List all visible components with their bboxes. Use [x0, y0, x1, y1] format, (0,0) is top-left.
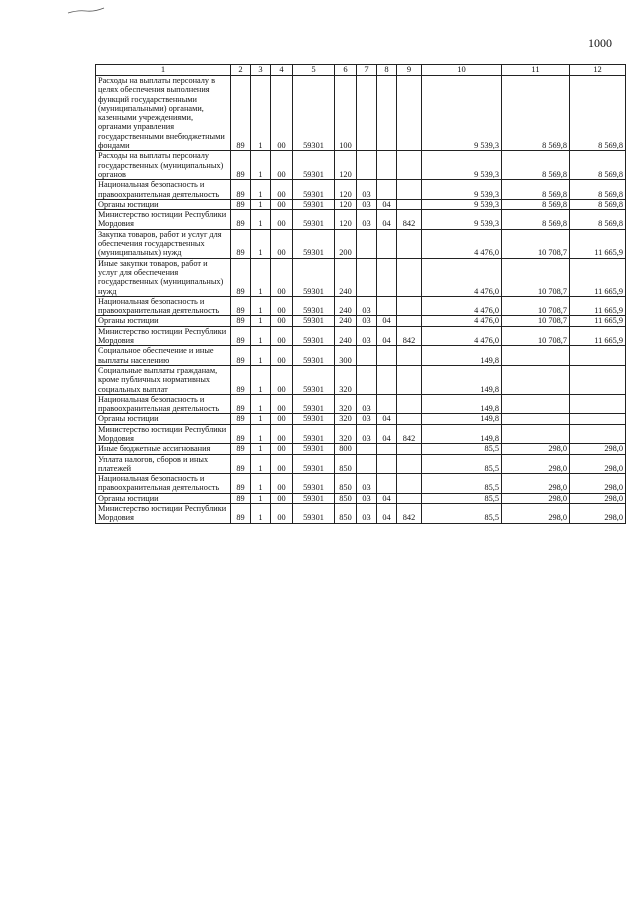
cell-code-6: 120	[335, 210, 357, 230]
cell-amount-10: 149,8	[422, 424, 502, 444]
cell-amount-10: 9 539,3	[422, 76, 502, 151]
cell-amount-12: 298,0	[570, 474, 626, 494]
cell-code-5: 59301	[293, 493, 335, 503]
cell-amount-12	[570, 394, 626, 414]
cell-amount-12	[570, 346, 626, 366]
cell-code-3: 1	[251, 151, 271, 180]
cell-amount-10: 4 476,0	[422, 296, 502, 316]
cell-code-5: 59301	[293, 326, 335, 346]
cell-code-7: 03	[357, 316, 377, 326]
column-header-7: 7	[357, 65, 377, 76]
row-name: Органы юстиции	[96, 493, 231, 503]
cell-code-7: 03	[357, 296, 377, 316]
cell-code-4: 00	[271, 414, 293, 424]
row-name: Органы юстиции	[96, 316, 231, 326]
table-row	[96, 199, 626, 209]
table-row	[96, 424, 626, 444]
cell-code-6: 850	[335, 474, 357, 494]
cell-code-9	[397, 296, 422, 316]
cell-code-3: 1	[251, 414, 271, 424]
cell-amount-10: 85,5	[422, 493, 502, 503]
cell-amount-11: 298,0	[502, 444, 570, 454]
cell-code-9: 842	[397, 326, 422, 346]
header-row	[96, 65, 626, 76]
cell-code-5: 59301	[293, 504, 335, 524]
cell-amount-11: 298,0	[502, 493, 570, 503]
cell-amount-11: 8 569,8	[502, 180, 570, 200]
cell-code-9	[397, 199, 422, 209]
cell-code-6: 240	[335, 296, 357, 316]
cell-code-2: 89	[231, 296, 251, 316]
cell-code-7	[357, 346, 377, 366]
cell-code-5: 59301	[293, 444, 335, 454]
table-row	[96, 76, 626, 151]
cell-amount-10: 149,8	[422, 346, 502, 366]
cell-code-7: 03	[357, 504, 377, 524]
cell-amount-12: 11 665,9	[570, 229, 626, 258]
row-name: Национальная безопасность и правоохранительная деятельность	[96, 394, 231, 414]
cell-code-4: 00	[271, 180, 293, 200]
cell-code-8	[377, 474, 397, 494]
cell-code-9: 842	[397, 210, 422, 230]
cell-amount-12: 11 665,9	[570, 296, 626, 316]
cell-amount-11	[502, 394, 570, 414]
cell-code-4: 00	[271, 229, 293, 258]
cell-code-8	[377, 346, 397, 366]
cell-code-6: 850	[335, 493, 357, 503]
cell-code-4: 00	[271, 394, 293, 414]
cell-amount-10: 9 539,3	[422, 180, 502, 200]
cell-amount-12: 8 569,8	[570, 199, 626, 209]
cell-code-2: 89	[231, 474, 251, 494]
cell-code-4: 00	[271, 454, 293, 474]
cell-code-9	[397, 229, 422, 258]
cell-code-4: 00	[271, 296, 293, 316]
table-row	[96, 474, 626, 494]
cell-amount-12	[570, 424, 626, 444]
cell-code-3: 1	[251, 229, 271, 258]
column-header-4: 4	[271, 65, 293, 76]
row-name: Министерство юстиции Республики Мордовия	[96, 504, 231, 524]
cell-code-2: 89	[231, 199, 251, 209]
cell-code-7	[357, 365, 377, 394]
cell-amount-10: 149,8	[422, 414, 502, 424]
column-header-3: 3	[251, 65, 271, 76]
cell-code-8	[377, 258, 397, 296]
cell-amount-10: 9 539,3	[422, 199, 502, 209]
cell-amount-12	[570, 414, 626, 424]
cell-code-5: 59301	[293, 346, 335, 366]
cell-code-6: 240	[335, 316, 357, 326]
cell-code-4: 00	[271, 316, 293, 326]
cell-amount-11	[502, 414, 570, 424]
row-name: Закупка товаров, работ и услуг для обеспечения государственных (муниципальных) нужд	[96, 229, 231, 258]
cell-code-5: 59301	[293, 296, 335, 316]
cell-code-9	[397, 454, 422, 474]
cell-code-2: 89	[231, 229, 251, 258]
cell-code-8	[377, 454, 397, 474]
table-row	[96, 493, 626, 503]
cell-code-9	[397, 180, 422, 200]
cell-amount-10: 4 476,0	[422, 229, 502, 258]
cell-amount-12: 8 569,8	[570, 180, 626, 200]
pen-mark	[66, 6, 106, 16]
cell-amount-10: 4 476,0	[422, 326, 502, 346]
cell-code-9	[397, 346, 422, 366]
cell-code-9	[397, 316, 422, 326]
cell-amount-11: 8 569,8	[502, 210, 570, 230]
cell-amount-11: 298,0	[502, 454, 570, 474]
row-name: Министерство юстиции Республики Мордовия	[96, 326, 231, 346]
table-row	[96, 180, 626, 200]
cell-code-7: 03	[357, 199, 377, 209]
cell-amount-10: 85,5	[422, 474, 502, 494]
row-name: Иные закупки товаров, работ и услуг для обеспечения государственных (муниципальных) нужд	[96, 258, 231, 296]
column-header-12: 12	[570, 65, 626, 76]
cell-code-2: 89	[231, 258, 251, 296]
cell-amount-12	[570, 365, 626, 394]
table-row	[96, 296, 626, 316]
cell-code-2: 89	[231, 316, 251, 326]
cell-code-5: 59301	[293, 229, 335, 258]
cell-code-5: 59301	[293, 180, 335, 200]
row-name: Министерство юстиции Республики Мордовия	[96, 210, 231, 230]
cell-amount-10: 9 539,3	[422, 210, 502, 230]
cell-code-6: 320	[335, 424, 357, 444]
cell-code-2: 89	[231, 180, 251, 200]
cell-code-8	[377, 365, 397, 394]
cell-amount-11: 10 708,7	[502, 316, 570, 326]
cell-code-6: 320	[335, 414, 357, 424]
cell-amount-12: 11 665,9	[570, 326, 626, 346]
cell-code-3: 1	[251, 493, 271, 503]
cell-code-3: 1	[251, 346, 271, 366]
cell-amount-12: 298,0	[570, 493, 626, 503]
table-row	[96, 346, 626, 366]
cell-code-7: 03	[357, 180, 377, 200]
cell-code-4: 00	[271, 346, 293, 366]
cell-amount-10: 4 476,0	[422, 316, 502, 326]
cell-code-3: 1	[251, 199, 271, 209]
cell-code-2: 89	[231, 424, 251, 444]
cell-code-6: 120	[335, 180, 357, 200]
cell-code-8	[377, 180, 397, 200]
cell-code-9	[397, 151, 422, 180]
cell-code-5: 59301	[293, 414, 335, 424]
page-number: 1000	[588, 36, 612, 50]
cell-code-4: 00	[271, 424, 293, 444]
column-header-9: 9	[397, 65, 422, 76]
table-row	[96, 444, 626, 454]
cell-code-2: 89	[231, 365, 251, 394]
cell-amount-11: 8 569,8	[502, 199, 570, 209]
table-row	[96, 229, 626, 258]
cell-amount-12: 8 569,8	[570, 210, 626, 230]
cell-amount-11	[502, 346, 570, 366]
cell-code-8: 04	[377, 199, 397, 209]
cell-amount-12: 298,0	[570, 444, 626, 454]
column-header-11: 11	[502, 65, 570, 76]
cell-amount-11: 10 708,7	[502, 229, 570, 258]
column-header-1: 1	[96, 65, 231, 76]
cell-amount-11: 10 708,7	[502, 296, 570, 316]
cell-code-2: 89	[231, 210, 251, 230]
table-row	[96, 151, 626, 180]
cell-amount-10: 4 476,0	[422, 258, 502, 296]
cell-code-7: 03	[357, 414, 377, 424]
cell-amount-10: 85,5	[422, 504, 502, 524]
cell-amount-12: 8 569,8	[570, 76, 626, 151]
cell-code-7: 03	[357, 493, 377, 503]
column-header-8: 8	[377, 65, 397, 76]
cell-code-7	[357, 444, 377, 454]
cell-code-2: 89	[231, 454, 251, 474]
cell-code-5: 59301	[293, 316, 335, 326]
cell-code-5: 59301	[293, 454, 335, 474]
row-name: Национальная безопасность и правоохранительная деятельность	[96, 296, 231, 316]
cell-code-8	[377, 394, 397, 414]
cell-code-3: 1	[251, 210, 271, 230]
budget-table	[95, 64, 626, 524]
cell-code-8: 04	[377, 210, 397, 230]
cell-code-6: 320	[335, 394, 357, 414]
cell-code-9	[397, 365, 422, 394]
cell-code-3: 1	[251, 316, 271, 326]
cell-code-6: 240	[335, 326, 357, 346]
cell-code-9	[397, 76, 422, 151]
cell-code-7: 03	[357, 394, 377, 414]
cell-code-4: 00	[271, 326, 293, 346]
cell-code-5: 59301	[293, 365, 335, 394]
cell-code-6: 200	[335, 229, 357, 258]
cell-code-3: 1	[251, 365, 271, 394]
table-row	[96, 316, 626, 326]
column-header-10: 10	[422, 65, 502, 76]
cell-code-5: 59301	[293, 394, 335, 414]
cell-amount-12: 298,0	[570, 454, 626, 474]
cell-code-5: 59301	[293, 151, 335, 180]
cell-amount-11: 8 569,8	[502, 76, 570, 151]
cell-amount-11: 298,0	[502, 474, 570, 494]
cell-amount-10: 9 539,3	[422, 151, 502, 180]
cell-code-2: 89	[231, 326, 251, 346]
cell-amount-10: 149,8	[422, 365, 502, 394]
column-header-2: 2	[231, 65, 251, 76]
cell-code-3: 1	[251, 180, 271, 200]
cell-code-7: 03	[357, 326, 377, 346]
cell-code-4: 00	[271, 365, 293, 394]
cell-amount-11: 10 708,7	[502, 326, 570, 346]
cell-amount-11: 10 708,7	[502, 258, 570, 296]
cell-code-5: 59301	[293, 210, 335, 230]
cell-code-8: 04	[377, 424, 397, 444]
cell-code-7	[357, 229, 377, 258]
cell-code-3: 1	[251, 296, 271, 316]
cell-code-6: 800	[335, 444, 357, 454]
cell-code-3: 1	[251, 258, 271, 296]
cell-code-9	[397, 394, 422, 414]
cell-code-9	[397, 444, 422, 454]
cell-amount-12: 11 665,9	[570, 258, 626, 296]
row-name: Уплата налогов, сборов и иных платежей	[96, 454, 231, 474]
cell-code-2: 89	[231, 493, 251, 503]
cell-code-7: 03	[357, 474, 377, 494]
row-name: Социальные выплаты гражданам, кроме публичных нормативных социальных выплат	[96, 365, 231, 394]
cell-code-6: 240	[335, 258, 357, 296]
cell-code-9	[397, 258, 422, 296]
row-name: Иные бюджетные ассигнования	[96, 444, 231, 454]
cell-code-6: 850	[335, 504, 357, 524]
cell-code-4: 00	[271, 444, 293, 454]
row-name: Расходы на выплаты персоналу в целях обеспечения выполнения функций государственными (муниципальными) органами, казенными учреждениями, органами управления государственными внебюджетными фондами	[96, 76, 231, 151]
cell-code-3: 1	[251, 474, 271, 494]
cell-code-6: 850	[335, 454, 357, 474]
cell-code-3: 1	[251, 394, 271, 414]
row-name: Органы юстиции	[96, 414, 231, 424]
cell-code-3: 1	[251, 504, 271, 524]
cell-code-8: 04	[377, 316, 397, 326]
cell-code-4: 00	[271, 151, 293, 180]
cell-code-3: 1	[251, 454, 271, 474]
table-row	[96, 394, 626, 414]
cell-code-8: 04	[377, 493, 397, 503]
cell-code-4: 00	[271, 76, 293, 151]
cell-code-7	[357, 151, 377, 180]
table-row	[96, 414, 626, 424]
cell-code-4: 00	[271, 210, 293, 230]
table-row	[96, 365, 626, 394]
cell-code-8	[377, 229, 397, 258]
cell-code-3: 1	[251, 424, 271, 444]
column-header-5: 5	[293, 65, 335, 76]
cell-amount-12: 11 665,9	[570, 316, 626, 326]
table-row	[96, 454, 626, 474]
cell-code-2: 89	[231, 504, 251, 524]
table-body	[96, 76, 626, 524]
cell-code-6: 120	[335, 199, 357, 209]
table-row	[96, 504, 626, 524]
cell-code-8	[377, 76, 397, 151]
cell-code-8: 04	[377, 504, 397, 524]
table-row	[96, 210, 626, 230]
cell-code-6: 100	[335, 76, 357, 151]
cell-code-5: 59301	[293, 76, 335, 151]
cell-code-5: 59301	[293, 474, 335, 494]
cell-code-8	[377, 151, 397, 180]
cell-code-2: 89	[231, 414, 251, 424]
cell-code-8	[377, 444, 397, 454]
cell-amount-11	[502, 365, 570, 394]
cell-amount-10: 149,8	[422, 394, 502, 414]
cell-code-2: 89	[231, 76, 251, 151]
cell-code-8: 04	[377, 414, 397, 424]
cell-code-8: 04	[377, 326, 397, 346]
cell-code-7: 03	[357, 210, 377, 230]
cell-code-9	[397, 493, 422, 503]
cell-code-7	[357, 454, 377, 474]
row-name: Социальное обеспечение и иные выплаты населению	[96, 346, 231, 366]
row-name: Национальная безопасность и правоохранительная деятельность	[96, 474, 231, 494]
table-row	[96, 258, 626, 296]
cell-amount-12: 298,0	[570, 504, 626, 524]
cell-code-2: 89	[231, 394, 251, 414]
cell-code-3: 1	[251, 326, 271, 346]
cell-code-7	[357, 76, 377, 151]
cell-amount-11	[502, 424, 570, 444]
cell-code-5: 59301	[293, 424, 335, 444]
cell-code-6: 320	[335, 365, 357, 394]
cell-code-5: 59301	[293, 199, 335, 209]
cell-code-3: 1	[251, 76, 271, 151]
row-name: Органы юстиции	[96, 199, 231, 209]
cell-code-9: 842	[397, 424, 422, 444]
cell-code-4: 00	[271, 474, 293, 494]
cell-code-6: 300	[335, 346, 357, 366]
cell-code-9	[397, 414, 422, 424]
cell-amount-10: 85,5	[422, 444, 502, 454]
cell-amount-12: 8 569,8	[570, 151, 626, 180]
column-header-6: 6	[335, 65, 357, 76]
cell-code-4: 00	[271, 504, 293, 524]
cell-code-7: 03	[357, 424, 377, 444]
cell-code-2: 89	[231, 151, 251, 180]
row-name: Национальная безопасность и правоохранительная деятельность	[96, 180, 231, 200]
cell-code-7	[357, 258, 377, 296]
row-name: Министерство юстиции Республики Мордовия	[96, 424, 231, 444]
cell-code-8	[377, 296, 397, 316]
row-name: Расходы на выплаты персоналу государственных (муниципальных) органов	[96, 151, 231, 180]
cell-code-9: 842	[397, 504, 422, 524]
cell-code-4: 00	[271, 199, 293, 209]
cell-code-2: 89	[231, 346, 251, 366]
table-row	[96, 326, 626, 346]
cell-code-4: 00	[271, 258, 293, 296]
cell-code-5: 59301	[293, 258, 335, 296]
cell-amount-11: 8 569,8	[502, 151, 570, 180]
cell-amount-11: 298,0	[502, 504, 570, 524]
cell-code-4: 00	[271, 493, 293, 503]
cell-code-2: 89	[231, 444, 251, 454]
cell-code-9	[397, 474, 422, 494]
cell-code-3: 1	[251, 444, 271, 454]
cell-code-6: 120	[335, 151, 357, 180]
cell-amount-10: 85,5	[422, 454, 502, 474]
